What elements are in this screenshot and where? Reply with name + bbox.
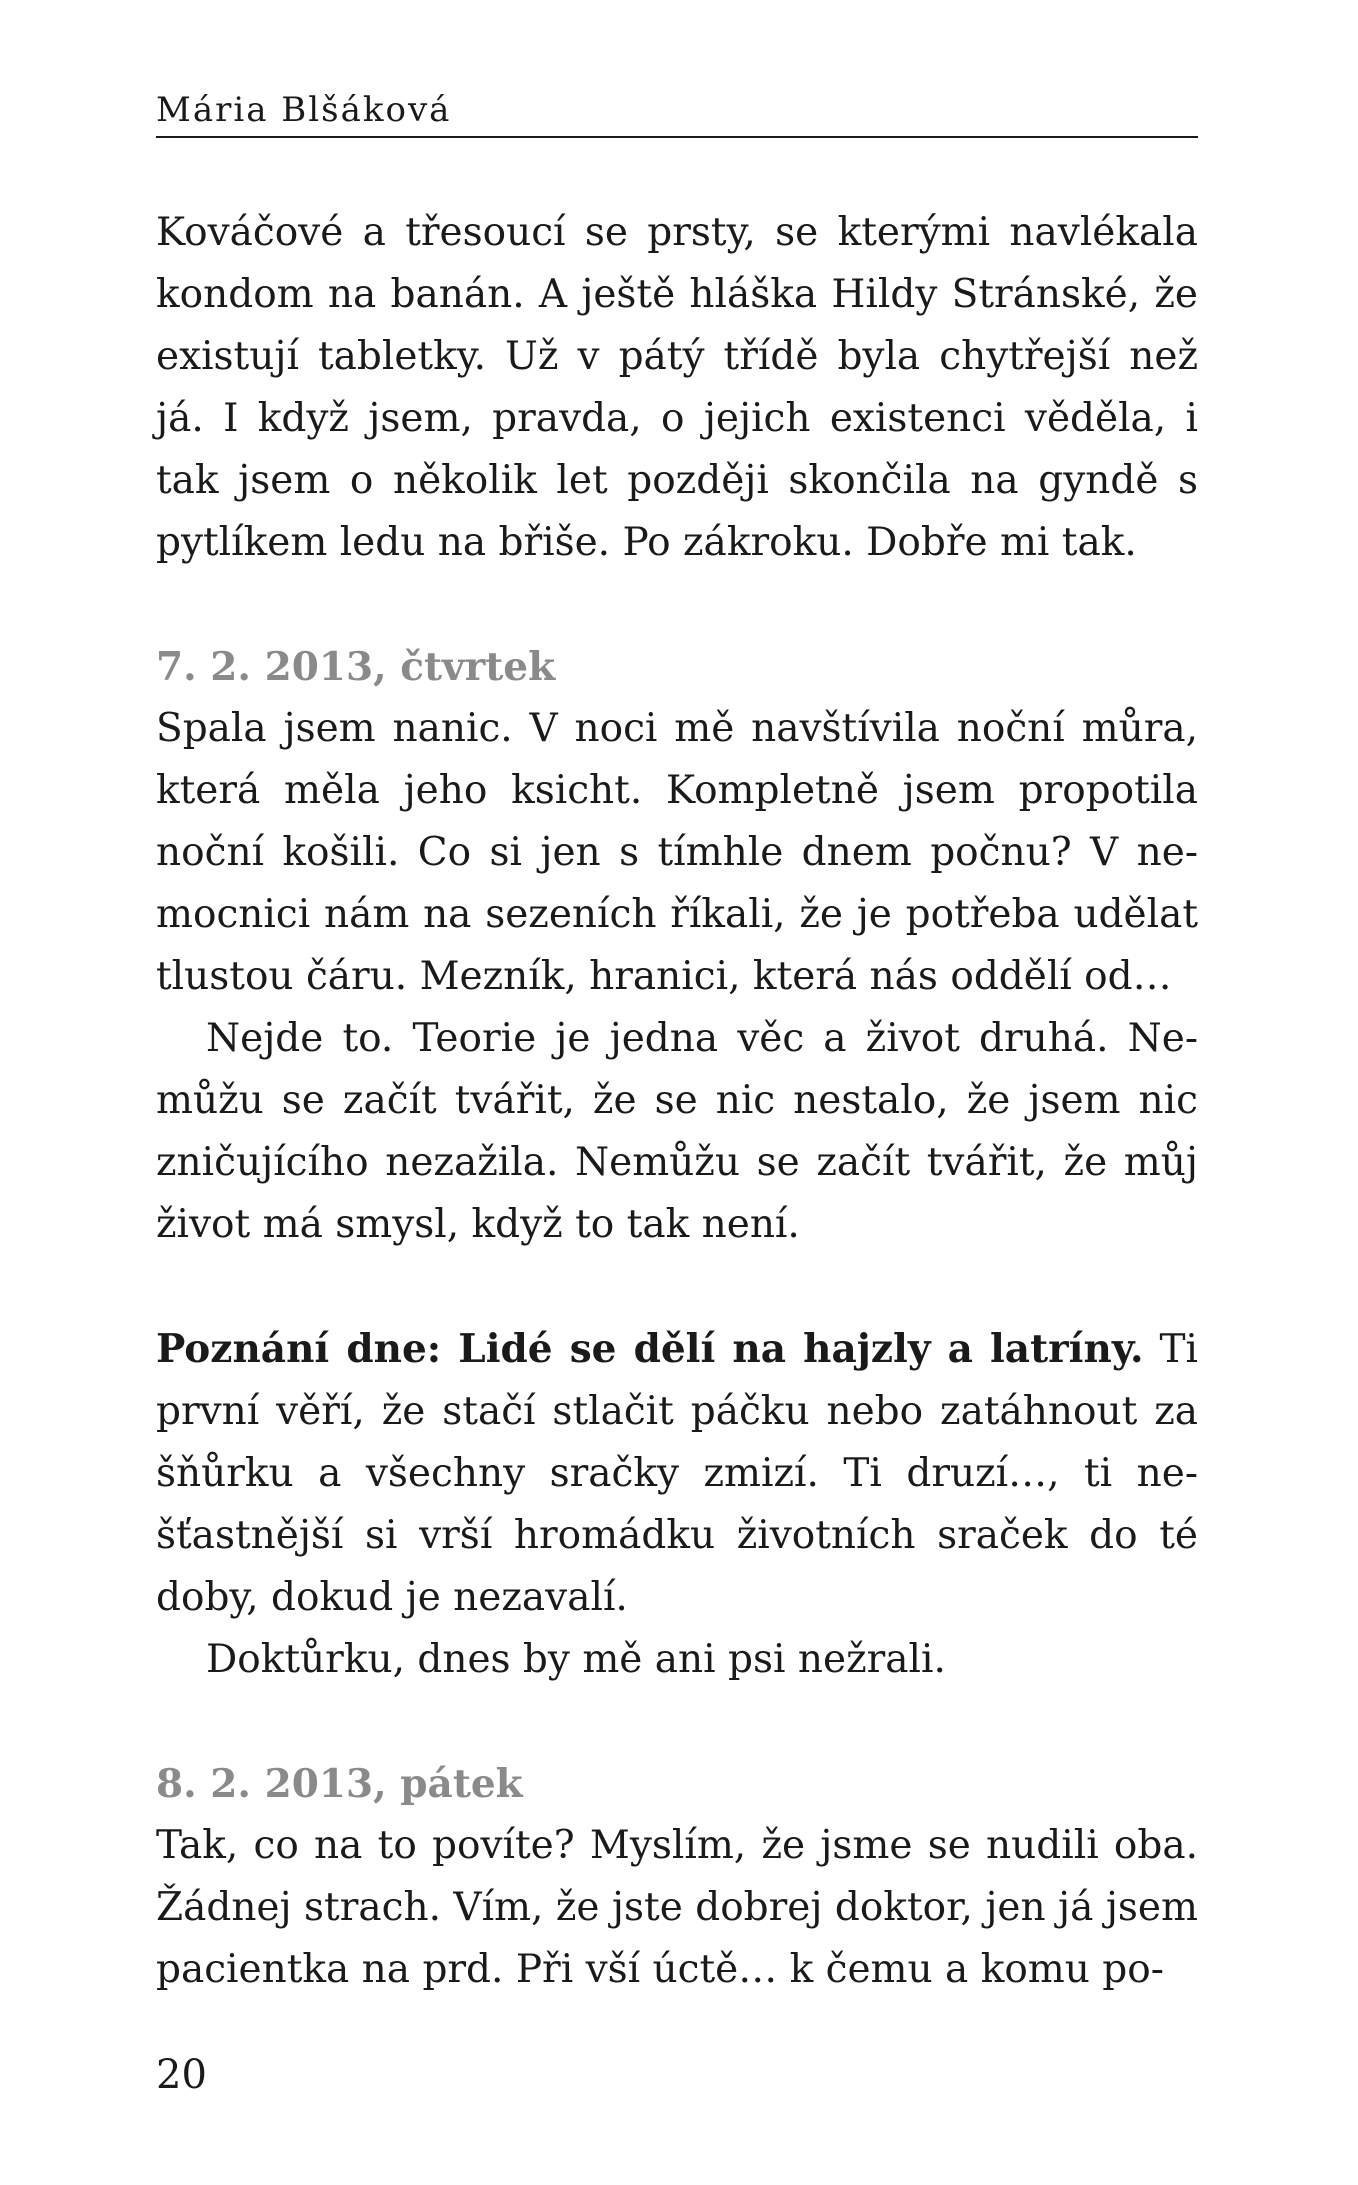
entry-paragraph: Spala jsem nanic. V noci mě navštívila noční můra, která měla jeho ksicht. Kompletně jsem propotila noční košili. Co si jen s tímhle dnem počnu? V nemocnici nám na sezeních říkali, že je potřeba udělat tlustou čáru. Mezník, hranici, která nás oddělí od… — [156, 706, 1198, 999]
entry-date-heading: 8. 2. 2013, pátek — [156, 1761, 523, 1807]
body-text — [156, 202, 1198, 2001]
insight-lead: Poznání dne: Lidé se dělí na hajzly a latríny. — [156, 1326, 1144, 1372]
page-number: 20 — [156, 2052, 207, 2098]
paragraph-continuation: Kováčové a třesoucí se prsty, se kterými navlékala kondom na banán. A ještě hláška Hildy Stránské, že existují tabletky. Už v pátý třídě byla chytřejší než já. I když jsem, pravda, o jejich existenci věděla, i tak jsem o několik let později skončila na gyndě s pytlíkem ledu na břiše. Po zákroku. Dobře mi tak. — [156, 210, 1198, 565]
section-gap — [156, 1691, 1198, 1753]
entry-paragraph: Nejde to. Teorie je jedna věc a život druhá. Nemůžu se začít tvářit, že se nic nestalo, že jsem nic zničujícího nezažila. Nemůžu se začít tvářit, že můj život má smysl, když to tak není. — [156, 1016, 1198, 1247]
insight-text: Ti první věří, že stačí stlačit páčku nebo zatáhnout za šňůrku a všechny sračky zmizí. Ti druzí…, ti nešťastnější si vrší hromádku životních sraček do té doby, dokud je nezavalí. — [156, 1327, 1198, 1620]
entry-date-heading: 7. 2. 2013, čtvrtek — [156, 644, 556, 690]
insight-followup: Doktůrku, dnes by mě ani psi nežrali. — [206, 1637, 946, 1682]
section-gap — [156, 1256, 1198, 1318]
insight-paragraph — [156, 1318, 1198, 1629]
entry-paragraph: Tak, co na to povíte? Myslím, že jsme se nudili oba. Žádnej strach. Vím, že jste dobrej doktor, jen já jsem pacientka na prd. Při vší úctě… k čemu a komu po- — [156, 1823, 1198, 1992]
section-gap — [156, 574, 1198, 636]
running-head-author: Mária Blšáková — [156, 88, 1198, 138]
